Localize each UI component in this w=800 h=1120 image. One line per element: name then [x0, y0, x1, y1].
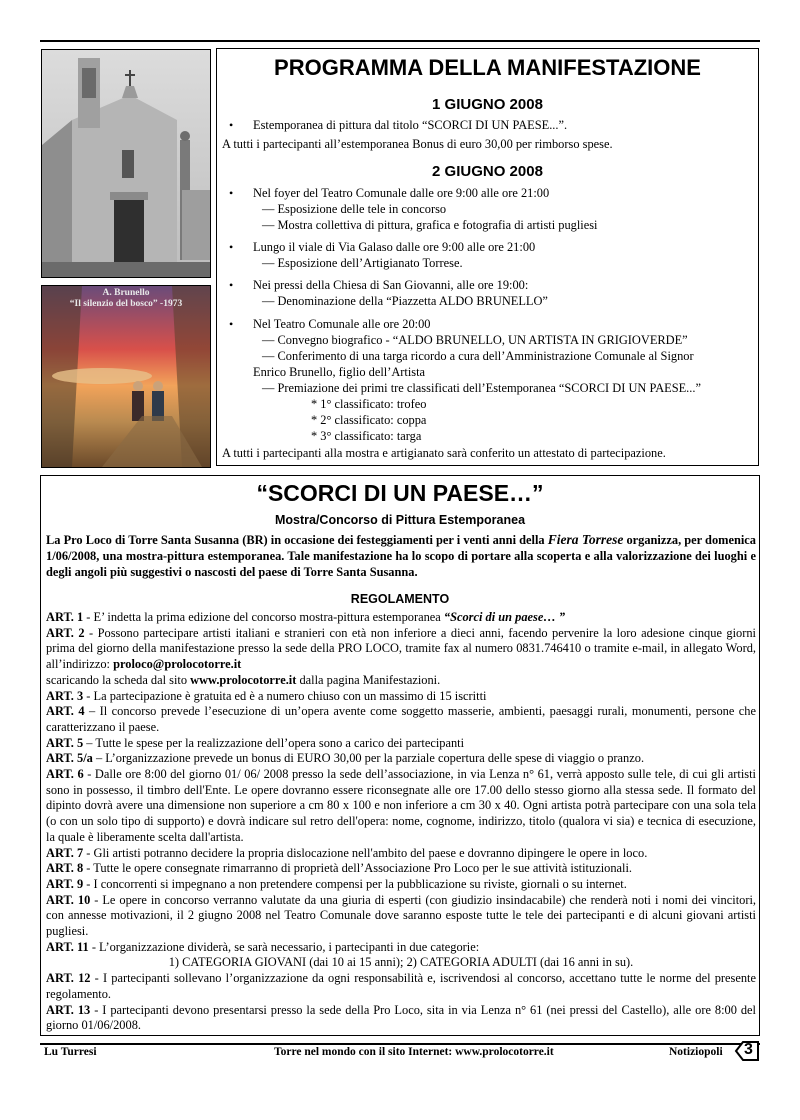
prize-3: * 3° classificato: targa [311, 429, 422, 443]
painting-image [41, 285, 211, 468]
article-label: ART. 4 [46, 704, 85, 719]
program-title: PROGRAMMA DELLA MANIFESTAZIONE [274, 55, 701, 80]
article-text: - Tutte le opere consegnate rimarranno di proprietà dell’Associazione Pro Loco per le sue attività istituzionali. [83, 861, 633, 876]
prize-2: * 2° classificato: coppa [311, 413, 427, 427]
article-label: ART. 5 [46, 735, 84, 750]
church-photo [41, 49, 211, 278]
day2-date: 2 GIUGNO 2008 [432, 163, 543, 180]
teatro-sub-1: — Convegno biografico - “ALDO BRUNELLO, UN ARTISTA IN GRIGIOVERDE” [262, 333, 688, 347]
article-label: ART. 10 [46, 892, 91, 907]
article-label: ART. 3 [46, 688, 84, 703]
church-illustration [42, 50, 210, 277]
painting-illustration [42, 286, 210, 467]
teatro-sub-3: — Premiazione dei primi tre classificati dell’Estemporanea “SCORCI DI UN PAESE...” [262, 381, 701, 395]
contest-intro [46, 532, 756, 580]
article-text: - La partecipazione è gratuita ed è a numero chiuso con un massimo di 15 iscritti [83, 688, 487, 703]
teatro-sub-2-cont: Enrico Brunello, figlio dell’Artista [253, 365, 426, 379]
article-cont [46, 673, 756, 689]
footer-center: Torre nel mondo con il sito Internet: www.prolocotorre.it [274, 1046, 554, 1058]
contest-subtitle: Mostra/Concorso di Pittura Estemporanea [274, 513, 526, 527]
page-number: 3 [744, 1041, 753, 1058]
teatro-line: Nel Teatro Comunale alle ore 20:00 [253, 317, 431, 331]
day1-item: Estemporanea di pittura dal titolo “SCORCI DI UN PAESE...”. [253, 118, 568, 132]
footer-rule [40, 1043, 760, 1045]
bullet: • [229, 240, 234, 254]
painting-caption [42, 288, 210, 310]
article [46, 1003, 756, 1034]
article [46, 689, 756, 705]
article [46, 861, 756, 877]
footer-right: Notiziopoli [669, 1046, 723, 1058]
article-text: - Dalle ore 8:00 del giorno 01/ 06/ 2008 presso la sede dell’associazione, in via Lenza n° 61, verrà apposto sulle tele, di cui gli artisti sono in possesso, il timbro dell'Ente. Le opere dovranno essere riconsegnate alle ore 17.00 dello stesso giorno alla stessa sede. Il formato del dipinto dovrà avere una dimensione non superiore a cm 80 x 100 e non inferiore a cm 30 x 40. Ogni artista potrà partecipare con una sola tela (o con un solo tipo di supporto) e dovrà indicare sul retro dell'opera: nome, cognome, indirizzo, titolo (qualora vi sia) e tecnica di esecuzione, la quale è liberamente scelta dall'artista. [46, 767, 756, 844]
article [46, 767, 756, 846]
program-box [216, 48, 759, 466]
article-text: – Tutte le spese per la realizzazione dell’opera sono a carico dei partecipanti [83, 735, 465, 750]
article-label: ART. 2 [46, 625, 85, 640]
article [46, 940, 756, 956]
article [46, 877, 756, 893]
regolamento-body [46, 610, 756, 1034]
contest-box [40, 475, 760, 1036]
article-label: ART. 11 [46, 939, 89, 954]
foyer-line: Nel foyer del Teatro Comunale dalle ore 9:00 alle ore 21:00 [253, 186, 550, 200]
regolamento-heading: REGOLAMENTO [350, 592, 450, 606]
viale-line: Lungo il viale di Via Galaso dalle ore 9:00 alle ore 21:00 [253, 240, 536, 254]
article-text: – Il concorso prevede l’esecuzione di un’opera avente come soggetto masserie, ambienti, paesaggi rurali, monumenti, persone che caratterizzano il paese. [46, 704, 756, 734]
article-label: ART. 13 [46, 1002, 91, 1017]
footer-left: Lu Turresi [44, 1046, 97, 1058]
article-label: ART. 12 [46, 971, 91, 986]
chiesa-sub-1: — Denominazione della “Piazzetta ALDO BRUNELLO” [262, 294, 548, 308]
chiesa-line: Nei pressi della Chiesa di San Giovanni, alle ore 19:00: [253, 278, 529, 292]
website-link[interactable]: www.prolocotorre.it [190, 672, 297, 687]
day1-date: 1 GIUGNO 2008 [432, 96, 543, 113]
article-label: ART. 5/a [46, 751, 93, 766]
email-link[interactable]: proloco@prolocotorre.it [113, 657, 242, 672]
article-text: - I partecipanti sollevano l’organizzazione da ogni responsabilità e, iscrivendosi al concorso, accettano tutte le norme del presente regolamento. [46, 971, 757, 1001]
foyer-sub-1: — Esposizione delle tele in concorso [262, 202, 447, 216]
categories-line: 1) CATEGORIA GIOVANI (dai 10 ai 15 anni); 2) CATEGORIA ADULTI (dai 16 anni in su). [168, 955, 634, 970]
article [46, 704, 756, 735]
article [46, 971, 756, 1002]
top-rule [40, 40, 760, 42]
article-text: dalla pagina Manifestazioni. [296, 672, 441, 687]
article-label: ART. 7 [46, 845, 84, 860]
article-label: ART. 6 [46, 767, 84, 782]
contest-title: “SCORCI DI UN PAESE…” [256, 480, 544, 506]
intro-text-cont: organizza, per domenica 1/06/2008, una mostra-pittura estemporanea. Tale manifestazione ha lo scopo di portare alla scoperta e alla valorizzazione dei luoghi e degli angoli più suggestivi o nascosti del paese di Torre Santa Susanna. [46, 533, 756, 579]
teatro-sub-2: — Conferimento di una targa ricordo a cura dell’Amministrazione Comunale al Signor [262, 349, 694, 363]
intro-text: La Pro Loco di Torre Santa Susanna (BR) in occasione dei festeggiamenti per i venti anni della [46, 533, 548, 547]
article [46, 736, 756, 752]
article-text: - Possono partecipare artisti italiani e stranieri con età non inferiore a dieci anni, facendo pervenire la loro adesione cinque giorni prima del giorno della manifestazione presso la sede della PRO LOCO, tramite fax al numero 0831.746410 o tramite e-mail, in allegato Word, all’indirizzo: [46, 625, 757, 672]
article-text: scaricando la scheda dal sito [46, 672, 191, 687]
painting-title: “Il silenzio del bosco” -1973 [69, 299, 183, 309]
page-number-badge [734, 1040, 760, 1062]
bullet: • [229, 317, 234, 331]
article-label: ART. 9 [46, 876, 84, 891]
article-emphasis: “Scorci di un paese… ” [443, 610, 566, 624]
article-text: – L’organizzazione prevede un bonus di EURO 30,00 per la parziale copertura delle spese di viaggio o pranzo. [92, 751, 645, 766]
bullet: • [229, 186, 234, 200]
prize-1: * 1° classificato: trofeo [311, 397, 427, 411]
article-label: ART. 8 [46, 861, 84, 876]
bullet: • [229, 118, 234, 132]
article-text: - I concorrenti si impegnano a non pretendere compensi per la pubblicazione su riviste, giornali o su internet. [83, 876, 627, 891]
viale-sub-1: — Esposizione dell’Artigianato Torrese. [262, 256, 463, 270]
article [46, 610, 756, 626]
foyer-sub-2: — Mostra collettiva di pittura, grafica e fotografia di artisti pugliesi [262, 218, 598, 232]
final-note: A tutti i partecipanti alla mostra e artigianato sarà conferito un attestato di partecipazione. [222, 446, 666, 460]
article-text: - L’organizzazione dividerà, se sarà necessario, i partecipanti in due categorie: [88, 939, 480, 954]
article [46, 893, 756, 940]
day1-note: A tutti i partecipanti all’estemporanea Bonus di euro 30,00 per rimborso spese. [222, 137, 613, 151]
article [46, 751, 756, 767]
article-label: ART. 1 [46, 610, 84, 624]
article-text: - I partecipanti devono presentarsi presso la sede della Pro Loco, sita in via Lenza n° 61 (nei pressi del Castello), alle ore 8:00 del giorno 01/06/2008. [46, 1002, 757, 1033]
intro-emphasis: Fiera Torrese [547, 532, 624, 547]
painting-artist: A. Brunello [102, 288, 150, 298]
article [46, 626, 756, 673]
article-text: - Le opere in concorso verranno valutate da una giuria di esperti (con giudizio insindacabile) che renderà noti i nomi dei vincitori, con annesse motivazioni, il 2 giugno 2008 nel Teatro Comunale dove saranno esposte tutte le tele dei partecipanti e di alcuni giovani artisti pugliesi. [46, 892, 756, 939]
article-text: - E’ indetta la prima edizione del concorso mostra-pittura estemporanea [83, 610, 444, 624]
bullet: • [229, 278, 234, 292]
article [46, 846, 756, 862]
article-text: - Gli artisti potranno decidere la propria dislocazione nell'ambito del paese e dovranno dipingere le opere in loco. [83, 845, 648, 860]
